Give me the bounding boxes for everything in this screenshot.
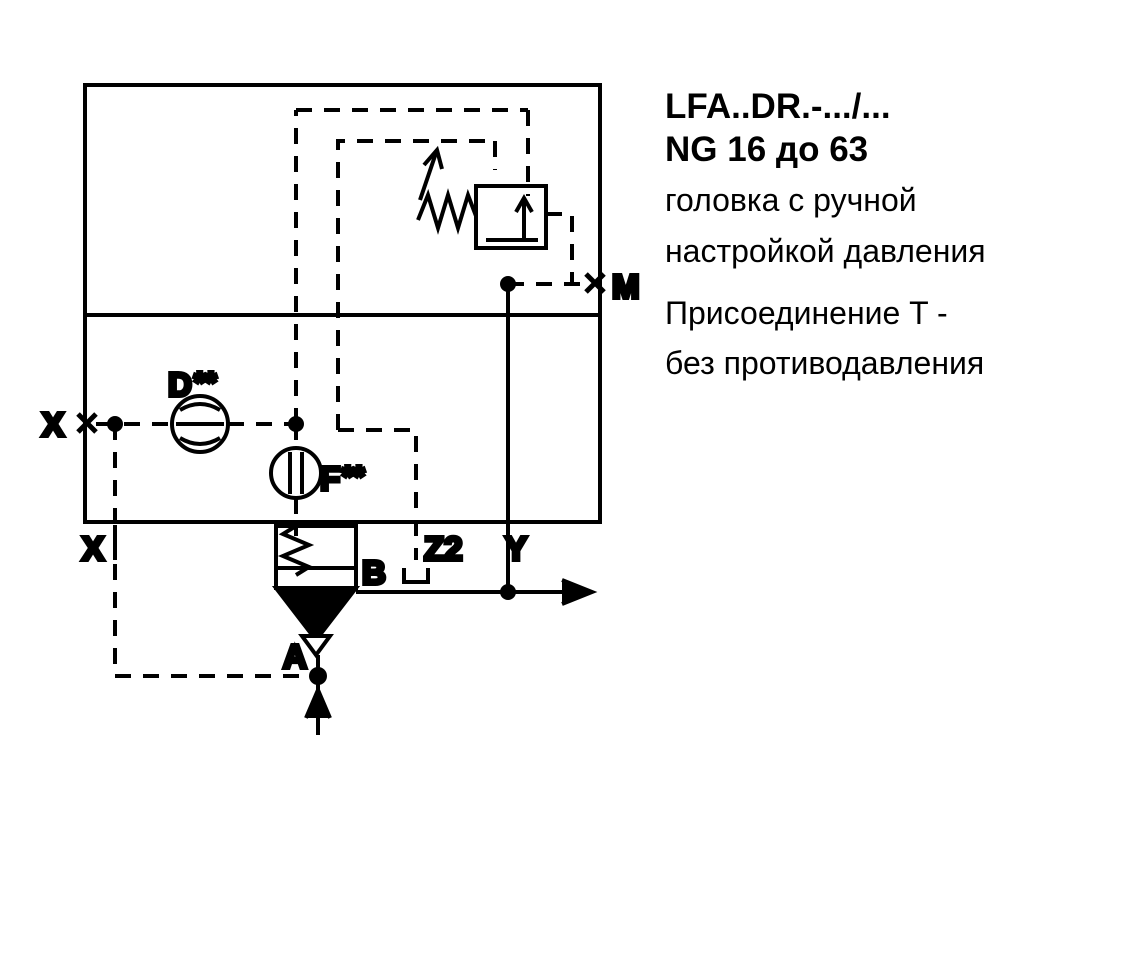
legend-title-line1: LFA..DR.-.../... <box>665 87 891 126</box>
pressure-spring <box>418 195 476 228</box>
port-z2-label: Z2 <box>424 530 463 567</box>
orifice-f-circle <box>271 448 321 498</box>
orifice-d-label: D <box>168 366 192 403</box>
legend-panel <box>665 86 1105 384</box>
orifice-f-asterisks: ** <box>342 461 365 493</box>
pilot-line-inner-top <box>338 141 495 430</box>
port-a-label: A <box>283 638 307 675</box>
port-y-label: Y <box>505 530 528 567</box>
junction-dot-y <box>500 584 516 600</box>
b-line-arrow-head <box>562 580 592 604</box>
z2-dashed-branch <box>338 430 416 560</box>
junction-dot-a <box>309 667 327 685</box>
orifice-d-arc-bottom <box>180 438 220 444</box>
port-x-lower-label: X <box>82 530 105 567</box>
legend-desc2-line2: без противодавления <box>665 345 985 382</box>
legend-desc2-line1: Присоединение T - <box>665 294 948 331</box>
orifice-d-arc-top <box>180 404 220 410</box>
port-x-left-label: X <box>42 406 65 443</box>
port-b-label: B <box>362 554 386 591</box>
orifice-f-label: F <box>320 460 341 497</box>
pilot-line-valve-to-m <box>546 214 572 284</box>
legend-desc-line1: головка с ручной <box>665 182 917 219</box>
z2-plug-symbol <box>404 568 428 582</box>
legend-title-line2: NG 16 до 63 <box>665 129 869 169</box>
port-m-label: M <box>612 268 640 305</box>
main-valve-poppet <box>276 588 356 640</box>
a-port-arrow-head <box>306 690 330 718</box>
orifice-d-asterisks: ** <box>194 367 217 399</box>
legend-desc-line2: настройкой давления <box>665 232 986 269</box>
